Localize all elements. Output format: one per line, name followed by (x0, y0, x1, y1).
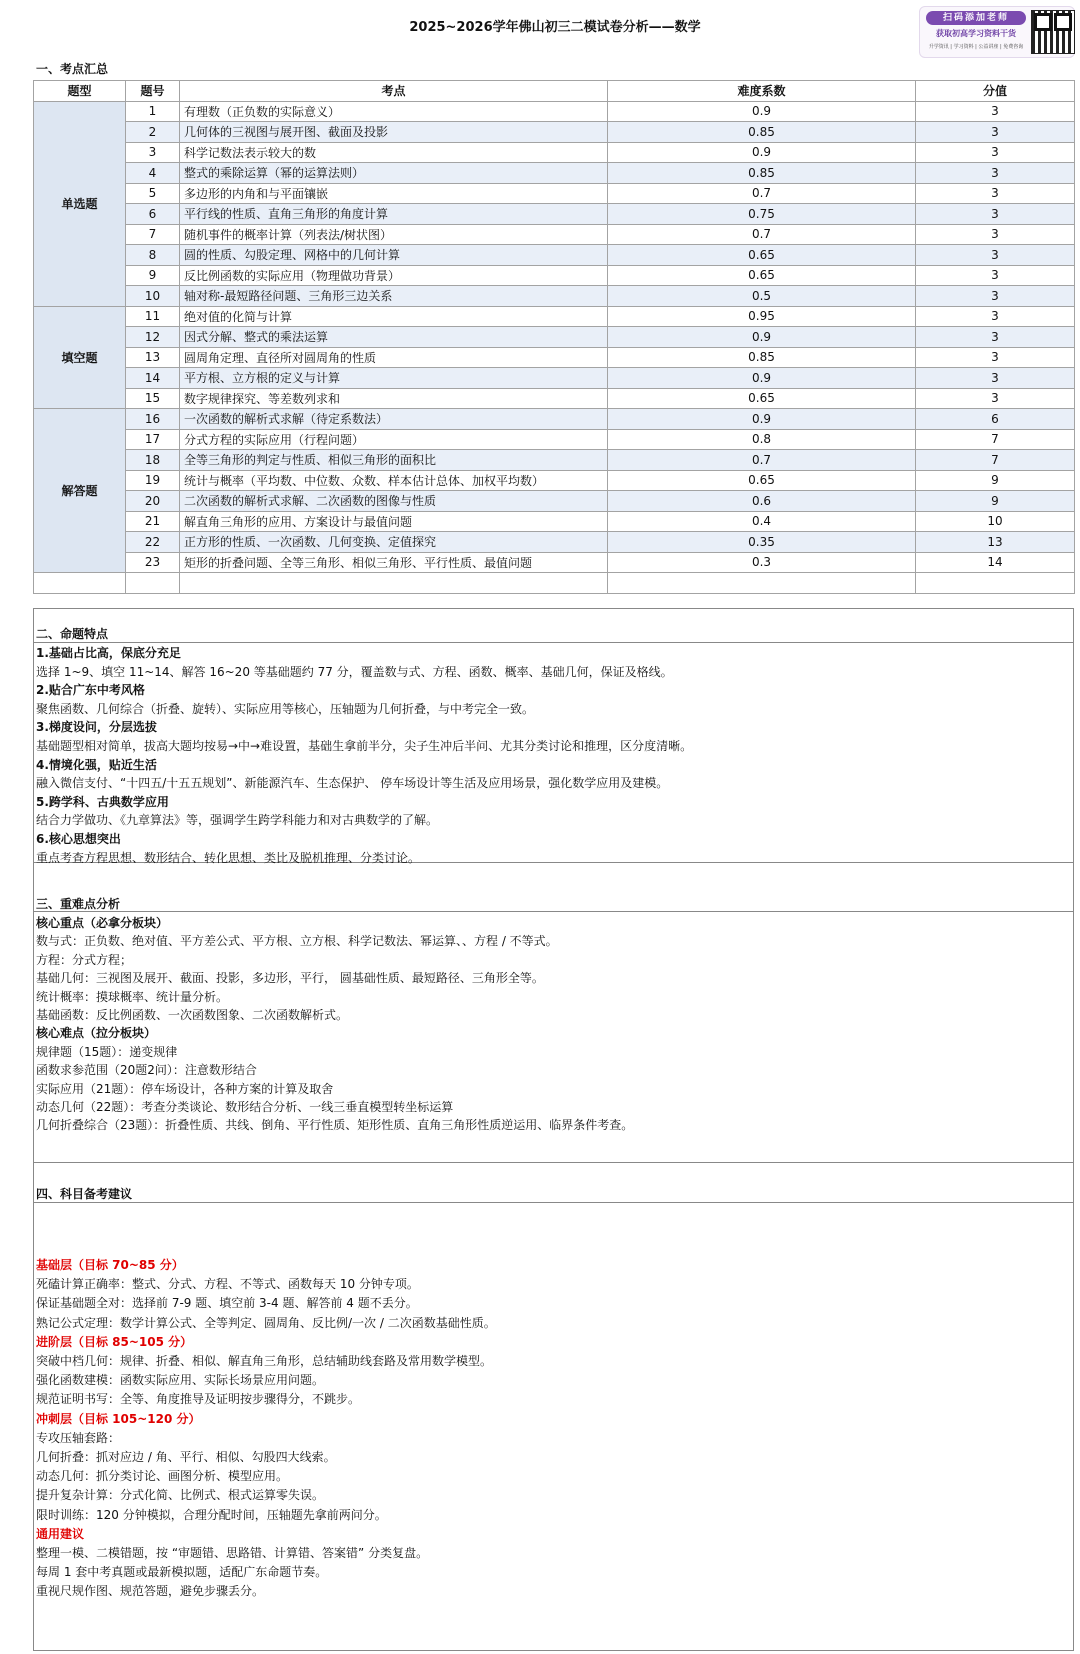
score-cell: 3 (916, 265, 1075, 286)
table-row (34, 101, 1075, 122)
table-row (34, 183, 1075, 204)
table-row (34, 306, 1075, 327)
question-number-cell: 16 (126, 409, 180, 430)
question-number-cell: 23 (126, 552, 180, 573)
score-cell: 3 (916, 368, 1075, 389)
level-title: 基础层（目标 70~85 分） (36, 1258, 184, 1272)
advice-line: 整理一模、二模错题，按 “审题错、思路错、计算错、答案错” 分类复盘。 (36, 1546, 429, 1560)
blank-cell (126, 573, 180, 594)
score-cell: 7 (916, 429, 1075, 450)
score-cell: 9 (916, 491, 1075, 512)
difficulty-cell: 0.7 (608, 183, 916, 204)
question-number-cell: 12 (126, 327, 180, 348)
score-cell: 3 (916, 347, 1075, 368)
header-score: 分值 (916, 81, 1075, 102)
table-row (34, 245, 1075, 266)
table-row (34, 142, 1075, 163)
topic-cell: 整式的乘除运算（幂的运算法则） (180, 163, 608, 184)
topic-cell: 平行线的性质、直角三角形的角度计算 (180, 204, 608, 225)
difficulty-cell: 0.85 (608, 122, 916, 143)
section-heading-features: 二、命题特点 (36, 627, 109, 641)
difficulty-cell: 0.8 (608, 429, 916, 450)
table-row (34, 122, 1075, 143)
difficulty-cell: 0.85 (608, 163, 916, 184)
topic-cell: 有理数（正负数的实际意义） (180, 101, 608, 122)
blank-row (34, 573, 1075, 594)
promo-button[interactable]: 扫码添加老师 (926, 11, 1026, 25)
question-number-cell: 6 (126, 204, 180, 225)
advice-line: 提升复杂计算：分式化简、比例式、根式运算零失误。 (36, 1488, 325, 1503)
score-cell: 3 (916, 122, 1075, 143)
feature-title: 1.基础占比高，保底分充足 (36, 646, 181, 660)
question-type-cell: 填空题 (34, 306, 126, 409)
section-heading-summary: 一、考点汇总 (36, 62, 109, 76)
key-point-line: 统计概率：摸球概率、统计量分析。 (36, 989, 229, 1004)
feature-text: 重点考查方程思想、数形结合、转化思想、类比及脱机推理、分类讨论。 (36, 850, 421, 865)
level-title: 通用建议 (36, 1526, 85, 1541)
feature-title: 6.核心思想突出 (36, 832, 121, 846)
topic-cell: 反比例函数的实际应用（物理做功背景） (180, 265, 608, 286)
promo-banner[interactable] (919, 6, 1075, 58)
hard-point-line: 函数求参范围（20题2问）：注意数形结合 (36, 1063, 257, 1078)
score-cell: 9 (916, 470, 1075, 491)
hard-point-line: 动态几何（22题）：考查分类谈论、数形结合分析、一线三垂直模型转坐标运算 (36, 1100, 454, 1114)
question-number-cell: 11 (126, 306, 180, 327)
topic-cell: 几何体的三视图与展开图、截面及投影 (180, 122, 608, 143)
score-cell: 10 (916, 511, 1075, 532)
score-cell: 3 (916, 286, 1075, 307)
question-number-cell: 3 (126, 142, 180, 163)
question-number-cell: 14 (126, 368, 180, 389)
score-cell: 3 (916, 245, 1075, 266)
question-number-cell: 5 (126, 183, 180, 204)
difficulty-cell: 0.65 (608, 265, 916, 286)
header-number: 题号 (126, 81, 180, 102)
score-cell: 3 (916, 388, 1075, 409)
advice-line: 熟记公式定理：数学计算公式、全等判定、圆周角、反比例/一次 / 二次函数基础性质。 (36, 1315, 496, 1330)
difficulty-cell: 0.35 (608, 532, 916, 553)
difficulty-cell: 0.9 (608, 327, 916, 348)
question-number-cell: 19 (126, 470, 180, 491)
difficulty-cell: 0.65 (608, 245, 916, 266)
topic-cell: 二次函数的解析式求解、二次函数的图像与性质 (180, 491, 608, 512)
difficulty-cell: 0.85 (608, 347, 916, 368)
score-cell: 7 (916, 450, 1075, 471)
difficulty-cell: 0.65 (608, 388, 916, 409)
advice-line: 保证基础题全对：选择前 7-9 题、填空前 3-4 题、解答前 4 题不丢分。 (36, 1296, 418, 1311)
table-row (34, 286, 1075, 307)
advice-line: 突破中档几何：规律、折叠、相似、解直角三角形，总结辅助线套路及常用数学模型。 (36, 1354, 493, 1368)
score-cell: 6 (916, 409, 1075, 430)
difficulty-cell: 0.75 (608, 204, 916, 225)
table-row (34, 532, 1075, 553)
topic-cell: 矩形的折叠问题、全等三角形、相似三角形、平行性质、最值问题 (180, 552, 608, 573)
topic-cell: 解直角三角形的应用、方案设计与最值问题 (180, 511, 608, 532)
difficulty-cell: 0.7 (608, 224, 916, 245)
score-cell: 3 (916, 327, 1075, 348)
advice-line: 规范证明书写：全等、角度推导及证明按步骤得分，不跳步。 (36, 1392, 361, 1407)
score-cell: 14 (916, 552, 1075, 573)
question-number-cell: 4 (126, 163, 180, 184)
advice-line: 几何折叠：抓对应边 / 角、平行、相似、勾股四大线索。 (36, 1450, 336, 1464)
table-header-row (34, 81, 1075, 102)
difficulty-cell: 0.65 (608, 470, 916, 491)
table-row (34, 409, 1075, 430)
question-number-cell: 9 (126, 265, 180, 286)
question-number-cell: 10 (126, 286, 180, 307)
feature-text: 融入微信支付、“十四五/十五五规划”、新能源汽车、生态保护、 停车场设计等生活及应用场景，强化数学应用及建模。 (36, 776, 669, 791)
level-title: 进阶层（目标 85~105 分） (36, 1334, 193, 1349)
feature-text: 结合力学做功、《九章算法》等，强调学生跨学科能力和对古典数学的了解。 (36, 813, 439, 828)
key-point-line: 基础几何：三视图及展开、截面、投影，多边形，平行， 圆基础性质、最短路径、三角形全等。 (36, 971, 544, 986)
question-number-cell: 18 (126, 450, 180, 471)
feature-title: 2.贴合广东中考风格 (36, 683, 145, 698)
difficulty-cell: 0.7 (608, 450, 916, 471)
page-title: 2025~2026学年佛山初三二模试卷分析——数学 (409, 20, 701, 35)
difficulty-cell: 0.95 (608, 306, 916, 327)
topic-cell: 科学记数法表示较大的数 (180, 142, 608, 163)
header-type: 题型 (34, 81, 126, 102)
topic-cell: 全等三角形的判定与性质、相似三角形的面积比 (180, 450, 608, 471)
score-cell: 3 (916, 163, 1075, 184)
qr-code-icon (1031, 10, 1075, 54)
topic-cell: 统计与概率（平均数、中位数、众数、样本估计总体、加权平均数） (180, 470, 608, 491)
table-row (34, 450, 1075, 471)
topic-cell: 圆周角定理、直径所对圆周角的性质 (180, 347, 608, 368)
table-row (34, 347, 1075, 368)
difficulty-cell: 0.3 (608, 552, 916, 573)
hard-points-title: 核心难点（拉分板块） (36, 1026, 157, 1041)
topic-cell: 正方形的性质、一次函数、几何变换、定值探究 (180, 532, 608, 553)
topic-cell: 分式方程的实际应用（行程问题） (180, 429, 608, 450)
topic-cell: 因式分解、整式的乘法运算 (180, 327, 608, 348)
table-row (34, 224, 1075, 245)
feature-text: 基础题型相对简单，拔高大题均按易→中→难设置，基础生拿前半分，尖子生冲后半问、尤其分类讨论和推理，区分度清晰。 (36, 739, 693, 753)
table-row (34, 204, 1075, 225)
difficulty-cell: 0.9 (608, 101, 916, 122)
hard-point-line: 几何折叠综合（23题）：折叠性质、共线、倒角、平行性质、矩形性质、直角三角形性质逆运用、临界条件考查。 (36, 1118, 634, 1133)
question-number-cell: 22 (126, 532, 180, 553)
divider (33, 911, 1074, 912)
table-row (34, 163, 1075, 184)
score-cell: 3 (916, 142, 1075, 163)
blank-cell (916, 573, 1075, 594)
table-row (34, 388, 1075, 409)
table-row (34, 327, 1075, 348)
advice-line: 专攻压轴套路： (36, 1430, 121, 1445)
advice-line: 每周 1 套中考真题或最新模拟题，适配广东命题节奏。 (36, 1565, 328, 1580)
question-number-cell: 15 (126, 388, 180, 409)
advice-line: 重视尺规作图、规范答题，避免步骤丢分。 (36, 1584, 265, 1599)
advice-line: 强化函数建模：函数实际应用、实际长场景应用问题。 (36, 1373, 325, 1388)
blank-cell (180, 573, 608, 594)
table-row (34, 429, 1075, 450)
header-topic: 考点 (180, 81, 608, 102)
feature-title: 5.跨学科、古典数学应用 (36, 794, 169, 809)
difficulty-cell: 0.5 (608, 286, 916, 307)
difficulty-cell: 0.9 (608, 142, 916, 163)
question-type-cell: 解答题 (34, 409, 126, 573)
key-point-line: 数与式：正负数、绝对值、平方差公式、平方根、立方根、科学记数法、幂运算、、方程 / 不等式。 (36, 934, 558, 949)
table-row (34, 368, 1075, 389)
summary-table (33, 80, 1075, 594)
question-number-cell: 8 (126, 245, 180, 266)
topic-cell: 一次函数的解析式求解（待定系数法） (180, 409, 608, 430)
question-number-cell: 2 (126, 122, 180, 143)
section-heading-keypoints: 三、重难点分析 (36, 897, 121, 911)
feature-title: 3.梯度设问，分层选拔 (36, 720, 157, 735)
section-heading-advice: 四、科目备考建议 (36, 1187, 133, 1201)
score-cell: 3 (916, 224, 1075, 245)
divider (33, 642, 1074, 643)
feature-text: 聚焦函数、几何综合（折叠、旋转）、实际应用等核心，压轴题为几何折叠，与中考完全一致。 (36, 701, 535, 716)
question-number-cell: 7 (126, 224, 180, 245)
topic-cell: 平方根、立方根的定义与计算 (180, 368, 608, 389)
topic-cell: 绝对值的化简与计算 (180, 306, 608, 327)
score-cell: 3 (916, 183, 1075, 204)
score-cell: 3 (916, 306, 1075, 327)
topic-cell: 随机事件的概率计算（列表法/树状图） (180, 224, 608, 245)
advice-line: 死磕计算正确率：整式、分式、方程、不等式、函数每天 10 分钟专项。 (36, 1277, 419, 1292)
difficulty-cell: 0.9 (608, 409, 916, 430)
table-row (34, 552, 1075, 573)
blank-cell (34, 573, 126, 594)
blank-cell (608, 573, 916, 594)
question-number-cell: 1 (126, 101, 180, 122)
feature-title: 4.情境化强，贴近生活 (36, 757, 157, 772)
table-row (34, 491, 1075, 512)
divider (33, 1202, 1074, 1203)
header-difficulty: 难度系数 (608, 81, 916, 102)
topic-cell: 轴对称-最短路径问题、三角形三边关系 (180, 286, 608, 307)
promo-sub-text: 升学资讯 | 学习资料 | 公益讲座 | 免费咨询 (928, 44, 1024, 50)
advice-line: 动态几何：抓分类讨论、画图分析、模型应用。 (36, 1469, 289, 1484)
difficulty-cell: 0.9 (608, 368, 916, 389)
topic-cell: 数字规律探究、等差数列求和 (180, 388, 608, 409)
difficulty-cell: 0.4 (608, 511, 916, 532)
question-number-cell: 13 (126, 347, 180, 368)
difficulty-cell: 0.6 (608, 491, 916, 512)
hard-point-line: 规律题（15题）：递变规律 (36, 1044, 178, 1059)
question-type-cell: 单选题 (34, 101, 126, 306)
feature-text: 选择 1~9、填空 11~14、解答 16~20 等基础题约 77 分，覆盖数与式、方程、函数、概率、基础几何，保证及格线。 (36, 664, 673, 679)
topic-cell: 多边形的内角和与平面镶嵌 (180, 183, 608, 204)
hard-point-line: 实际应用（21题）：停车场设计，各种方案的计算及取舍 (36, 1081, 334, 1096)
question-number-cell: 17 (126, 429, 180, 450)
table-row (34, 470, 1075, 491)
score-cell: 13 (916, 532, 1075, 553)
score-cell: 3 (916, 204, 1075, 225)
advice-line: 限时训练：120 分钟模拟，合理分配时间，压轴题先拿前两问分。 (36, 1507, 387, 1522)
key-points-title: 核心重点（必拿分板块） (36, 916, 169, 930)
score-cell: 3 (916, 101, 1075, 122)
key-point-line: 基础函数：反比例函数、一次函数图象、二次函数解析式。 (36, 1008, 349, 1022)
table-row (34, 511, 1075, 532)
question-number-cell: 20 (126, 491, 180, 512)
table-row (34, 265, 1075, 286)
promo-main-text: 获取初高学习资料干货 (936, 29, 1016, 38)
topic-cell: 圆的性质、勾股定理、网格中的几何计算 (180, 245, 608, 266)
question-number-cell: 21 (126, 511, 180, 532)
level-title: 冲刺层（目标 105~120 分） (36, 1411, 201, 1426)
key-point-line: 方程：分式方程； (36, 952, 133, 967)
